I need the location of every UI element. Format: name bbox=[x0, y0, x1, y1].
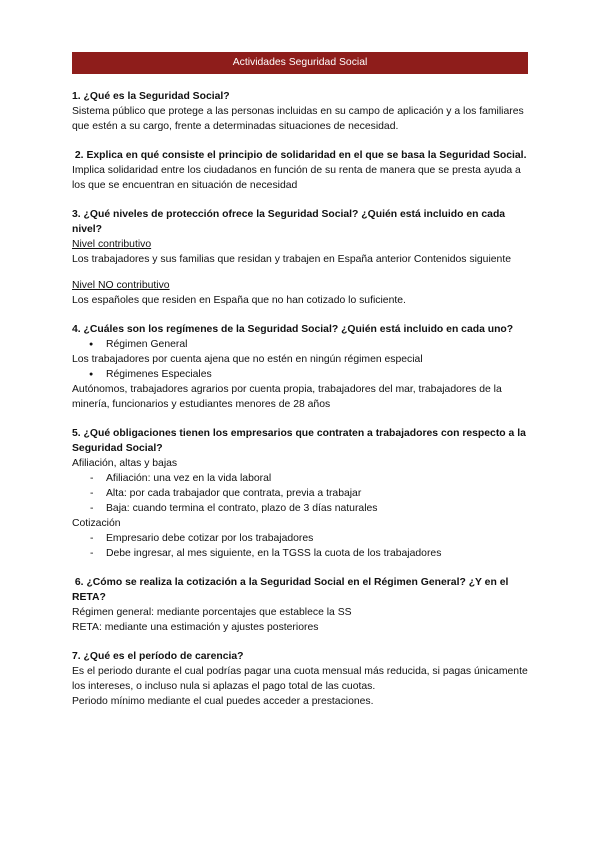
question-4-heading: 4. ¿Cuáles son los regímenes de la Seguridad Social? ¿Quién está incluido en cada uno? bbox=[72, 324, 514, 335]
bullet-regimen-general: ● Régimen General bbox=[72, 337, 528, 352]
bullet-regimenes-especiales: ● Régimenes Especiales bbox=[72, 367, 528, 382]
level-contributivo-label: Nivel contributivo bbox=[72, 239, 152, 250]
question-6-answer-reta: RETA: mediante una estimación y ajustes posteriores bbox=[72, 622, 319, 633]
level-no-contributivo-text: Los españoles que residen en España que no han cotizado lo suficiente. bbox=[72, 295, 406, 306]
question-5 bbox=[72, 426, 528, 561]
document-page bbox=[72, 52, 528, 709]
question-6-answer-general: Régimen general: mediante porcentajes que establece la SS bbox=[72, 607, 352, 618]
question-7-answer: Es el periodo durante el cual podrías pagar una cuota mensual más reducida, si pagas únicamente los intereses, o incluso nula si aplazas el pago total de las cuotas. bbox=[72, 666, 528, 692]
question-1-answer: Sistema público que protege a las personas incluidas en su campo de aplicación y a los familiares que estén a su cargo, frente a determinadas situaciones de necesidad. bbox=[72, 106, 524, 132]
question-7 bbox=[72, 649, 528, 709]
list-item: - Debe ingresar, al mes siguiente, en la TGSS la cuota de los trabajadores bbox=[72, 546, 528, 561]
question-2-heading: 2. Explica en qué consiste el principio de solidaridad en el que se basa la Seguridad Social. bbox=[72, 150, 527, 161]
document-title-banner: Actividades Seguridad Social bbox=[72, 52, 528, 74]
level-no-contributivo-label: Nivel NO contributivo bbox=[72, 280, 170, 291]
list-item: - Baja: cuando termina el contrato, plazo de 3 días naturales bbox=[72, 501, 528, 516]
regimenes-especiales-text: Autónomos, trabajadores agrarios por cuenta propia, trabajadores del mar, trabajadores de la minería, funcionarios y estudiantes menores de 28 años bbox=[72, 384, 502, 410]
question-3 bbox=[72, 207, 528, 308]
question-2-answer: Implica solidaridad entre los ciudadanos en función de su renta de manera que se presta ayuda a los que se encuentran en situación de necesidad bbox=[72, 165, 521, 191]
afiliacion-section-label: Afiliación, altas y bajas bbox=[72, 458, 178, 469]
question-3-heading: 3. ¿Qué niveles de protección ofrece la Seguridad Social? ¿Quién está incluido en cada nivel? bbox=[72, 209, 506, 235]
list-item: - Afiliación: una vez en la vida laboral bbox=[72, 471, 528, 486]
question-7-heading: 7. ¿Qué es el período de carencia? bbox=[72, 651, 244, 662]
cotizacion-section-label: Cotización bbox=[72, 518, 121, 529]
regimen-general-text: Los trabajadores por cuenta ajena que no estén en ningún régimen especial bbox=[72, 354, 423, 365]
list-item: - Alta: por cada trabajador que contrata, previa a trabajar bbox=[72, 486, 528, 501]
question-4 bbox=[72, 322, 528, 412]
question-1-heading: 1. ¿Qué es la Seguridad Social? bbox=[72, 91, 230, 102]
question-5-heading: 5. ¿Qué obligaciones tienen los empresarios que contraten a trabajadores con respecto a la Seguridad Social? bbox=[72, 428, 526, 454]
question-6 bbox=[72, 575, 528, 635]
level-contributivo-text: Los trabajadores y sus familias que residan y trabajen en España anterior Contenidos siguiente bbox=[72, 254, 511, 265]
question-1 bbox=[72, 89, 528, 134]
question-2 bbox=[72, 148, 528, 193]
question-6-heading: 6. ¿Cómo se realiza la cotización a la Seguridad Social en el Régimen General? ¿Y en el RETA? bbox=[72, 577, 512, 603]
list-item: - Empresario debe cotizar por los trabajadores bbox=[72, 531, 528, 546]
question-7-answer-2: Periodo mínimo mediante el cual puedes acceder a prestaciones. bbox=[72, 696, 374, 707]
